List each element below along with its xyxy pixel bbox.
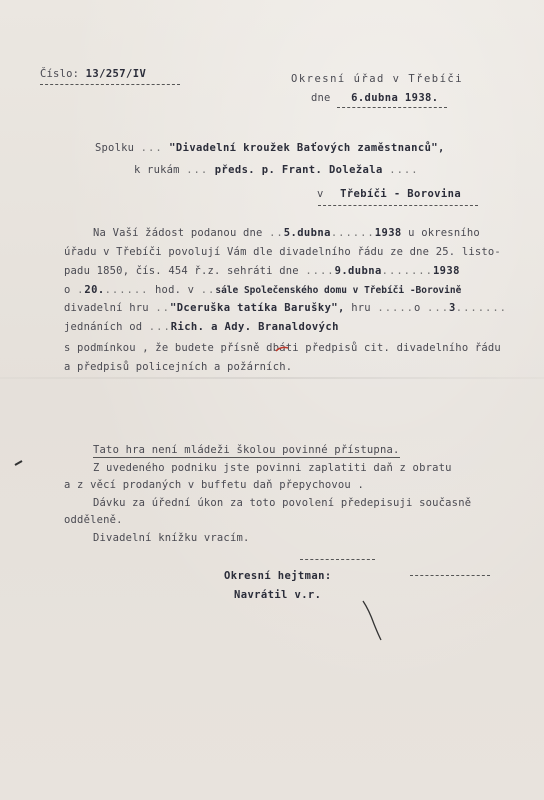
body-line-6: jednáních od ...Rich. a Ady. Branaldových — [64, 321, 339, 333]
location-line — [317, 188, 461, 201]
play-acts: 3 — [449, 302, 456, 314]
authors: Rich. a Ady. Branaldových — [170, 321, 339, 333]
date-rule — [337, 107, 447, 108]
body-line-3: padu 1850, čís. 454 ř.z. sehráti dne ....9.dubna.......1938 — [64, 265, 460, 277]
rukam-label: k rukám — [134, 164, 180, 176]
body-line-2: úřadu v Třebíči povolují Vám dle divadelního řádu ze dne 25. listo- — [64, 246, 501, 258]
notes-line-6: Divadelní knížku vracím. — [93, 532, 250, 544]
performance-text: padu 1850, čís. 454 ř.z. sehráti dne — [64, 265, 299, 277]
spolku-value: "Divadelní kroužek Baťových zaměstnanců", — [169, 142, 445, 154]
body-line-7: s podmínkou , že budete přísně dbáti předpisů cit. divadelního řádu — [64, 342, 501, 354]
notes-line-5: odděleně. — [64, 514, 123, 526]
play-o: o — [413, 302, 421, 314]
venue: sále Společenského domu v Třebíči -Borovině — [215, 285, 462, 296]
performance-hour: 20. — [84, 284, 105, 296]
signature-stroke — [360, 598, 386, 644]
notes-line-1 — [93, 444, 400, 457]
rukam-value: předs. p. Frant. Doležala — [214, 164, 383, 176]
cislo-label: Číslo: — [40, 68, 80, 80]
body-line-1: Na Vaší žádost podanou dne ..5.dubna......1938 u okresního — [93, 227, 480, 239]
date-prefix: dne — [311, 92, 331, 104]
authors-label: jednáních od — [64, 321, 143, 333]
spolku-line: Spolku ... "Divadelní kroužek Baťových zaměstnanců", — [95, 142, 445, 154]
v-label: v — [317, 188, 324, 200]
location-rule — [318, 205, 478, 206]
rukam-line: k rukám ... předs. p. Frant. Doležala .... — [134, 164, 419, 176]
body-line-4: o .20....... hod. v ..sále Společenského domu v Třebíči -Borovině — [64, 284, 462, 296]
notes-line-2: Z uvedeného podniku jste povinni zaplatiti daň z obratu — [93, 462, 452, 474]
office-name: Okresní úřad v Třebíči — [291, 73, 464, 85]
request-year: 1938 — [374, 227, 402, 239]
request-text: Na Vaší žádost podanou dne — [93, 227, 263, 239]
date-value: 6.dubna 1938. — [351, 92, 439, 104]
play-title: "Dceruška tatíka Barušky", — [169, 302, 345, 314]
performance-year: 1938 — [432, 265, 460, 277]
play-hru: hru — [351, 302, 371, 314]
spolku-label: Spolku — [95, 142, 135, 154]
youth-restriction: Tato hra není mládeži školou povinné přístupna. — [93, 444, 400, 456]
reference-line — [40, 68, 146, 81]
body-line-8: a předpisů policejních a požárních. — [64, 361, 293, 373]
location-value: Třebíči - Borovina — [340, 188, 462, 200]
signature-rule-left — [300, 559, 375, 560]
signature-title: Okresní hejtman: — [224, 570, 332, 582]
signature-name: Navrátil v.r. — [234, 589, 322, 601]
paper-fold — [0, 377, 544, 379]
request-text-end: u okresního — [408, 227, 480, 239]
body-line-5: divadelní hru .."Dceruška tatíka Barušky", hru .....o ...3....... — [64, 302, 508, 314]
hour-text: hod. v — [155, 284, 195, 296]
cislo-value: 13/257/IV — [85, 68, 147, 80]
performance-date: 9.dubna — [334, 265, 382, 277]
request-date: 5.dubna — [283, 227, 331, 239]
notes-line-3: a z věcí prodaných v buffetu daň přepychovou . — [64, 479, 364, 491]
date-line — [311, 92, 439, 105]
hour-prefix: o — [64, 284, 71, 296]
reference-rule — [40, 84, 180, 85]
red-check-mark — [275, 345, 289, 353]
signature-rule-right — [410, 575, 490, 576]
notes-line-4: Dávku za úřední úkon za toto povolení předepisuji současně — [93, 497, 472, 509]
ink-tick-mark — [14, 459, 24, 467]
play-label: divadelní hru — [64, 302, 149, 314]
